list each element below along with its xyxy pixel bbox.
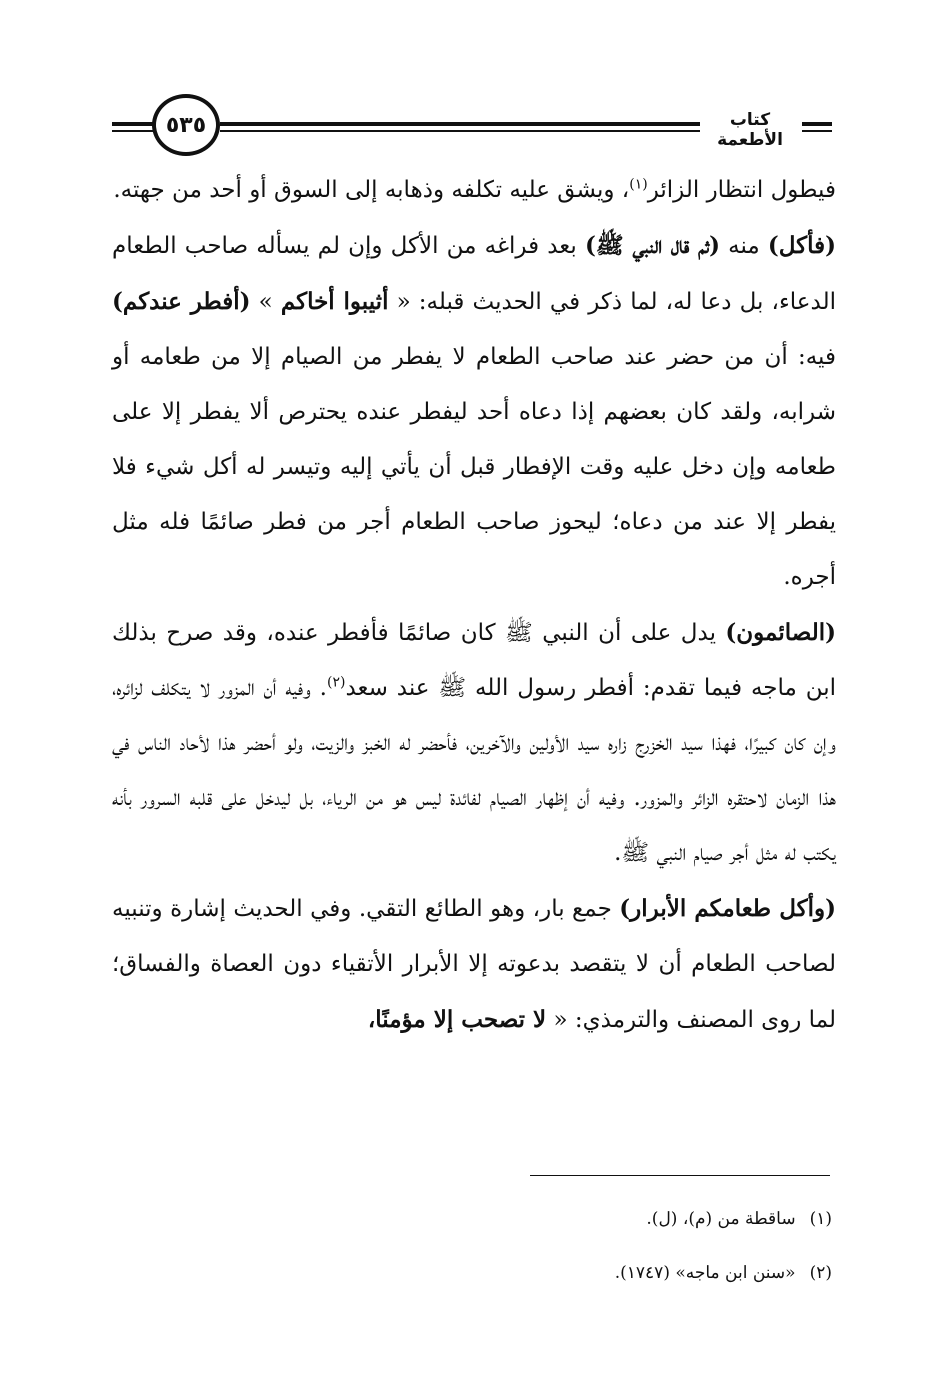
header-rule: [802, 130, 832, 132]
text-run: جمع بار، وهو الطائع التقي. وفي الحديث إشارة وتنبيه لصاحب الطعام أن لا يتقصد بدعوته إلا الأبرار الأتقياء دون العصاة والفساق؛ لما روى المصنف والترمذي: «: [112, 896, 836, 1033]
header-rule: [112, 122, 156, 126]
bold-term: (وأكل طعامكم الأبرار): [619, 895, 836, 922]
paragraph-1: [112, 163, 836, 218]
bold-term: لا تصحب إلا مؤمنًا،: [367, 1006, 547, 1033]
bold-term: (الصائمون): [725, 619, 836, 646]
paragraph-2: [112, 218, 836, 605]
text-run: . وفيه أن المزور لا يتكلف لزائره، وإن كان كبيرًا، فهذا سيد الخزرج زاره سيد الأولين والآخرين، فأحضر له الخبز والزيت، ولو أحضر هذا لأحاد الناس في هذا الزمان لاحتقره الزائر والمزور. وفيه أن إظهار الصيام لفائدة ليس هو من الرياء، بل ليدخل على قلبه السرور بأنه يكتب له مثل أجر صيام النبي ﷺ.: [112, 675, 836, 866]
paragraph-3: [112, 605, 836, 881]
text-run: فيطول انتظار الزائر: [647, 177, 836, 203]
footnote-number: (١): [809, 1209, 832, 1229]
header-rule: [802, 122, 832, 126]
text-run: »: [250, 289, 281, 315]
footnote-ref-2[interactable]: (٢): [327, 674, 346, 691]
text-run: يدل على أن النبي ﷺ كان صائمًا فأفطر عنده، وقد صرح بذلك ابن ماجه فيما تقدم: أفطر رسول الله ﷺ عند سعد: [112, 620, 836, 701]
bold-term: (فأكل): [767, 232, 836, 259]
header-rule: [112, 130, 156, 132]
footnote-1: [300, 1192, 832, 1246]
footnote-text: ساقطة من (م)، (ل).: [646, 1209, 796, 1229]
bold-term: أثيبوا أخاكم: [280, 288, 389, 315]
footnote-2: [300, 1246, 832, 1300]
footnote-text: «سنن ابن ماجه» (١٧٤٧).: [614, 1263, 796, 1283]
text-run: ، ويشق عليه تكلفه وذهابه إلى السوق أو أحد من جهته.: [113, 177, 630, 203]
page-header: [100, 92, 840, 162]
text-run: فيه: أن من حضر عند صاحب الطعام لا يفطر من الصيام إلا من طعامه أو شرابه، ولقد كان بعضهم إذا دعاه أحد ليفطر عنده يحترص ألا يفطر إلا على طعامه وإن دخل عليه وقت الإفطار قبل أن يأتي إليه وتيسر له أكل شيء فلا يفطر إلا عند من دعاه؛ ليحوز صاحب الطعام أجر من فطر صائمًا فله مثل أجره.: [112, 344, 836, 590]
paragraph-4: [112, 881, 836, 1048]
running-title: كتاب الأطعمة: [717, 110, 783, 150]
text-run: بعد فراغه من الأكل وإن لم يسأله صاحب الطعام الدعاء، بل دعا له، لما ذكر في الحديث قبله: «: [112, 233, 836, 315]
bold-term: (ثم قال النبي ﷺ): [584, 232, 720, 259]
footnote-divider: [530, 1175, 830, 1176]
footnote-ref-1[interactable]: (١): [629, 176, 648, 193]
text-run: منه: [719, 233, 768, 259]
bold-term: (أفطر عندكم): [112, 288, 251, 315]
header-rule: [220, 122, 700, 126]
header-rule: [220, 130, 700, 132]
page-number-badge: [152, 94, 220, 156]
body-text: [112, 163, 836, 1048]
page-number: ٥٣٥: [165, 112, 207, 138]
footnote-number: (٢): [809, 1263, 832, 1283]
footnotes: [300, 1192, 832, 1300]
